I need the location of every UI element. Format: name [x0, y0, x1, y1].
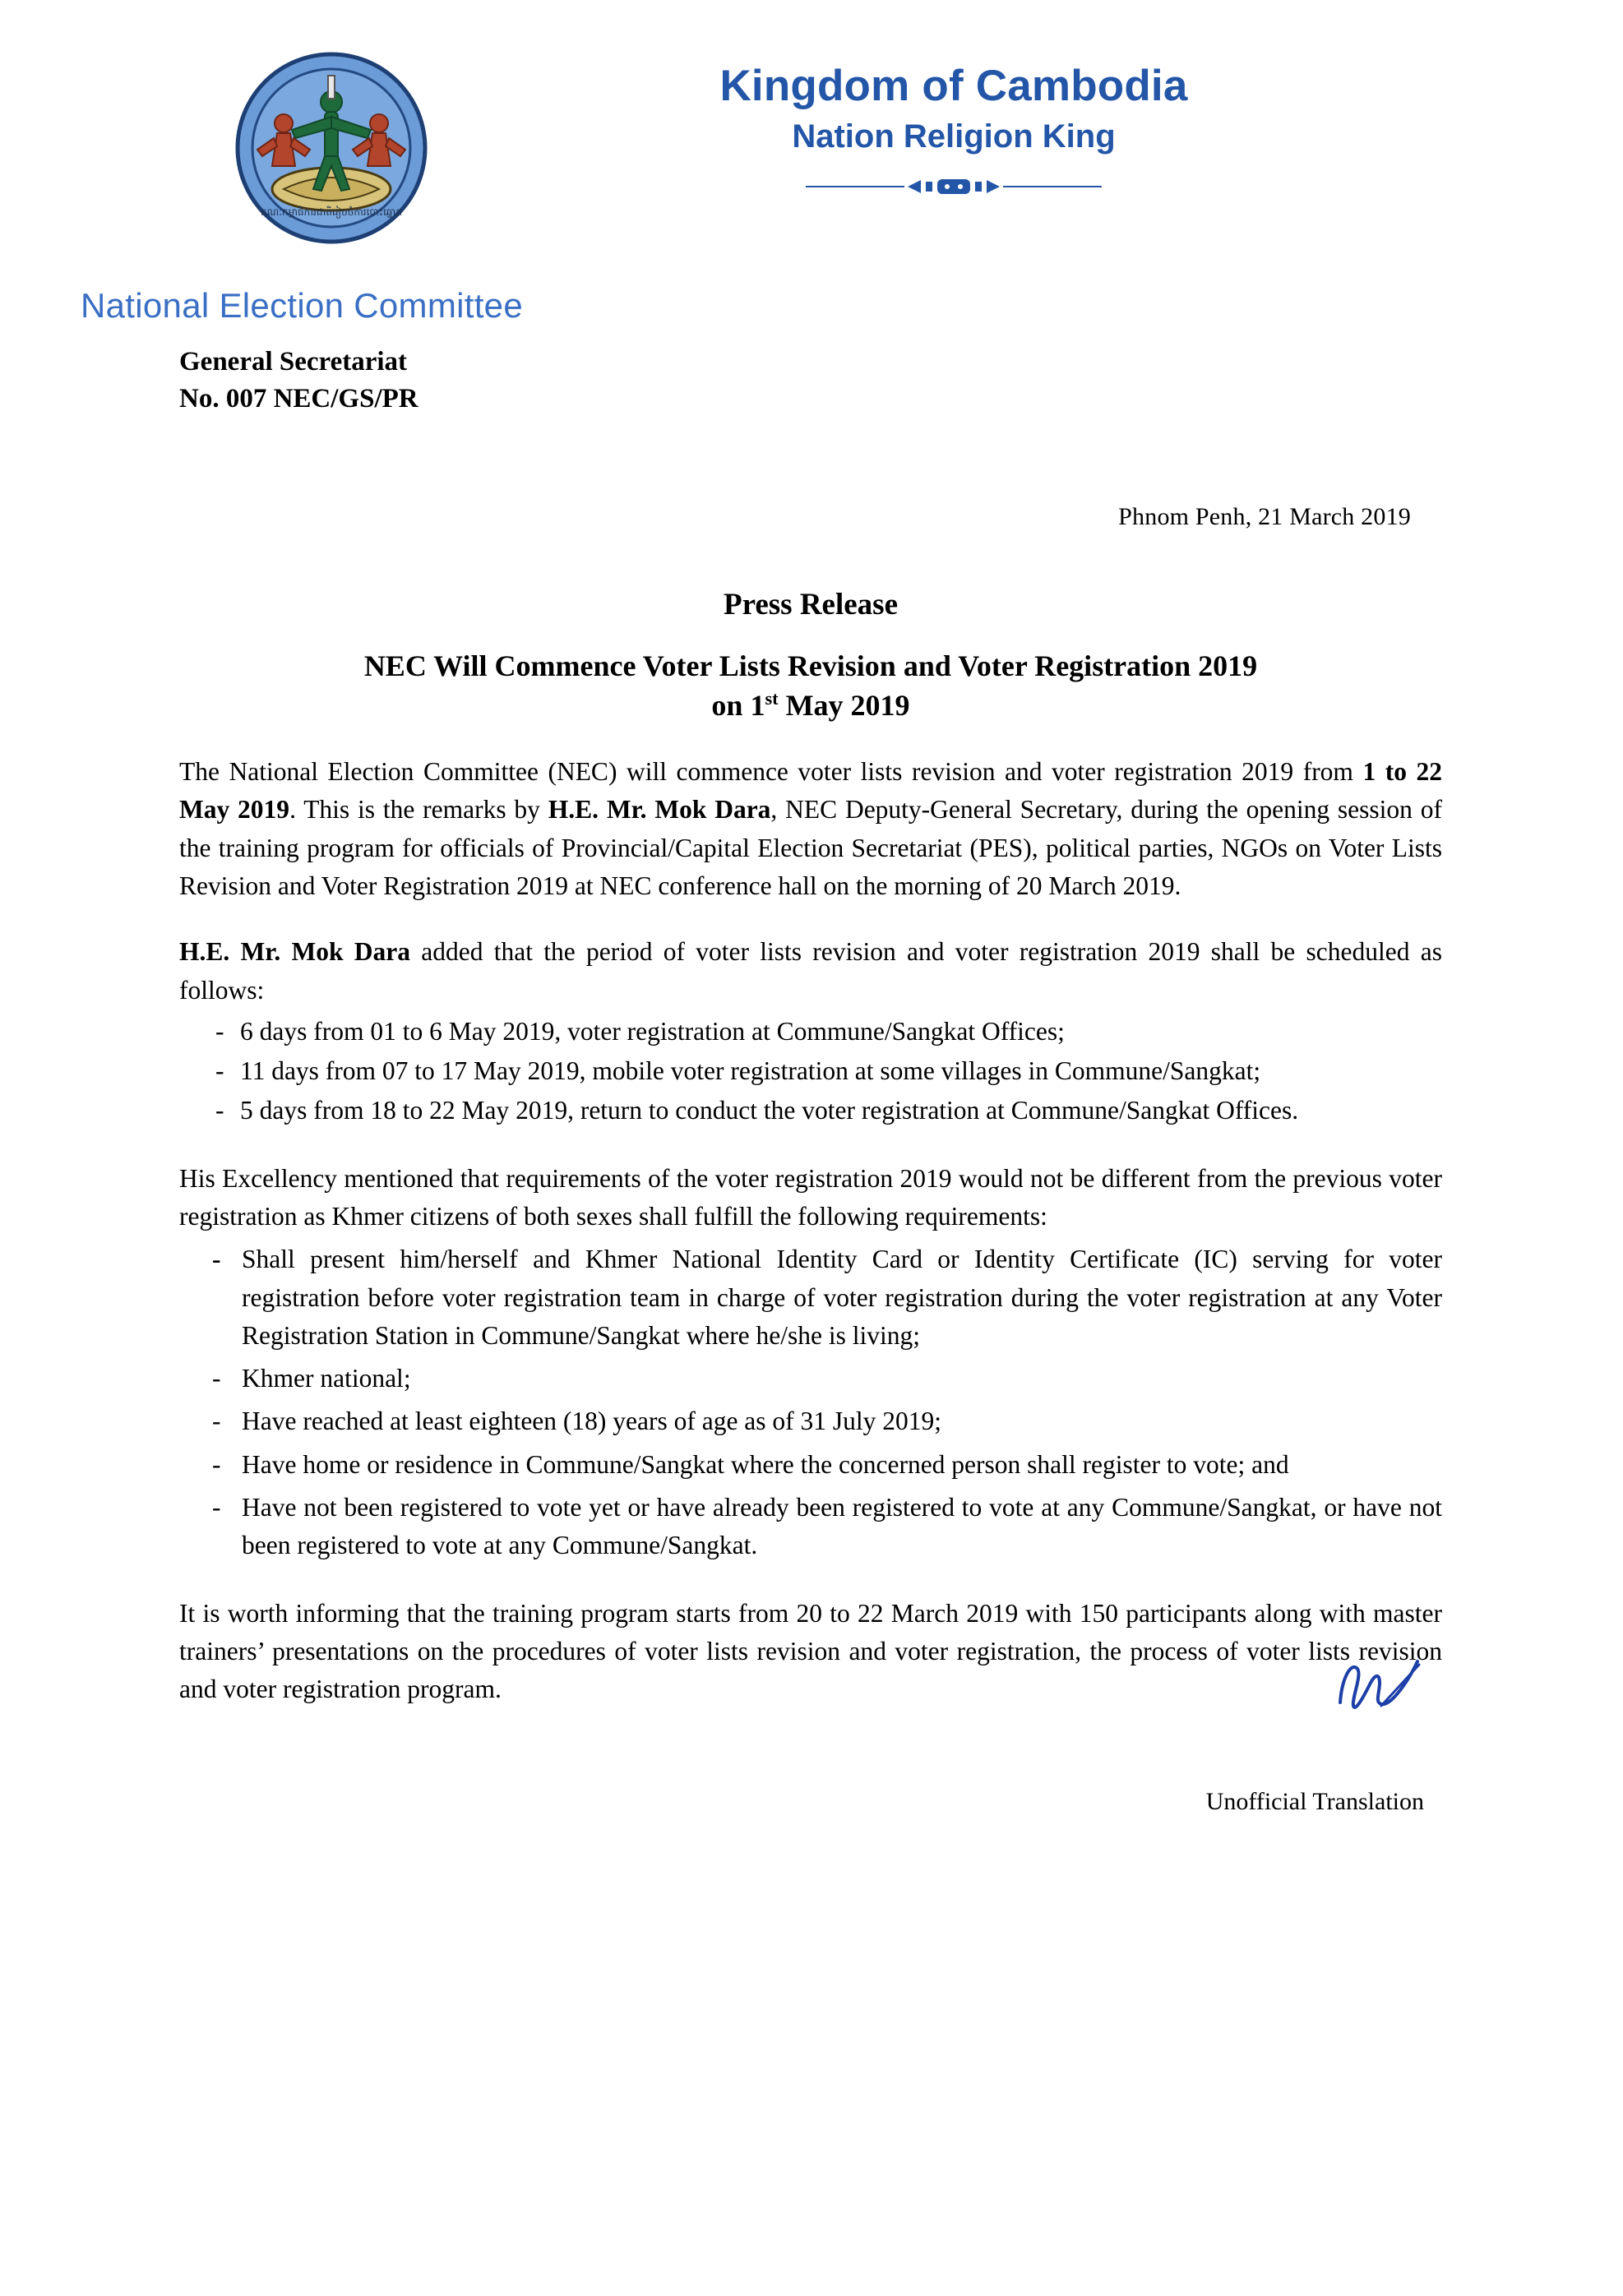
p1-part-e: , NEC Deputy-General Secretary, during the opening session of the training program for officials of Provincial/Capital Election Secretariat (PES), political parties, NGOs on Voter Lists Revision and Voter Registration 2019 at NEC conference hall on the morning of 20 March 2019. [179, 795, 1442, 900]
secretariat-block [179, 344, 418, 417]
paragraph-closing: It is worth informing that the training program starts from 20 to 22 March 2019 with 150 participants along with master trainers’ presentations on the procedures of voter lists revision and voter registration, the process of voter lists revision and voter registration program. [179, 1598, 1442, 1704]
ornament-divider-icon [576, 177, 1332, 196]
kingdom-title-block [576, 62, 1332, 196]
list-item: - 11 days from 07 to 17 May 2019, mobile voter registration at some villages in Commune/Sangkat; [179, 1052, 1442, 1090]
p1-part-a: The National Election Committee (NEC) will commence voter lists revision and voter registration 2019 from [179, 757, 1363, 787]
organization-name: National Election Committee [81, 286, 524, 325]
list-item: - Khmer national; [179, 1360, 1442, 1397]
list-item: - Have reached at least eighteen (18) years of age as of 31 July 2019; [179, 1402, 1442, 1440]
doc-title-line1: NEC Will Commence Voter Lists Revision and Voter Registration 2019 [363, 649, 1258, 682]
list-item: - 5 days from 18 to 22 May 2019, return to conduct the voter registration at Commune/Sangkat Offices. [179, 1092, 1442, 1130]
translation-note: Unofficial Translation [1205, 1787, 1424, 1815]
nec-emblem-icon [234, 51, 428, 245]
p2-speaker: H.E. Mr. Mok Dara [179, 937, 410, 967]
list-item: - 6 days from 01 to 6 May 2019, voter registration at Commune/Sangkat Offices; [179, 1013, 1442, 1051]
schedule-list [179, 1013, 1442, 1130]
kingdom-title: Kingdom of Cambodia [719, 62, 1188, 110]
p1-dates: 1 to 22 May 2019 [179, 757, 1442, 825]
p1-part-c: . This is the remarks by [289, 795, 548, 825]
kingdom-subtitle: Nation Religion King [792, 118, 1116, 155]
document-header [0, 0, 1623, 436]
list-item: - Have not been registered to vote yet or have already been registered to vote at any Commune/Sangkat, or have not been registered to vote at any Commune/Sangkat. [179, 1489, 1442, 1565]
doc-title-ordinal: st [765, 687, 779, 709]
paragraph-intro [179, 753, 1442, 905]
press-release-label: Press Release [724, 588, 898, 621]
list-item: - Shall present him/herself and Khmer National Identity Card or Identity Certificate (IC) serving for voter registration before voter registration team in charge of voter registration during the voter registration at any Voter Registration Station in Commune/Sangkat where he/she is living; [179, 1240, 1442, 1355]
paragraph-schedule-lead [179, 933, 1442, 1009]
p1-speaker: H.E. Mr. Mok Dara [548, 795, 771, 825]
page-title [179, 647, 1442, 725]
dateline: Phnom Penh, 21 March 2019 [1118, 503, 1411, 530]
reference-number: No. 007 NEC/GS/PR [179, 383, 418, 413]
doc-title-line2-pre: on 1 [711, 688, 765, 722]
svg-text:គណៈកម្មាធិការជាតិរៀបចំការបោះឆ្: គណៈកម្មាធិការជាតិរៀបចំការបោះឆ្នោត [261, 206, 402, 218]
department-name: General Secretariat [179, 347, 408, 377]
p2-text: added that the period of voter lists revision and voter registration 2019 shall be scheduled as follows: [179, 937, 1443, 1005]
requirements-list [179, 1240, 1442, 1564]
list-item: - Have home or residence in Commune/Sangkat where the concerned person shall register to vote; and [179, 1446, 1442, 1484]
doc-title-line2-post: May 2019 [778, 688, 910, 722]
paragraph-requirements-lead: His Excellency mentioned that requirements of the voter registration 2019 would not be different from the previous voter registration as Khmer citizens of both sexes shall fulfill the following requirements: [179, 1163, 1442, 1231]
signature-icon [1334, 1655, 1424, 1725]
document-body [0, 503, 1623, 1816]
